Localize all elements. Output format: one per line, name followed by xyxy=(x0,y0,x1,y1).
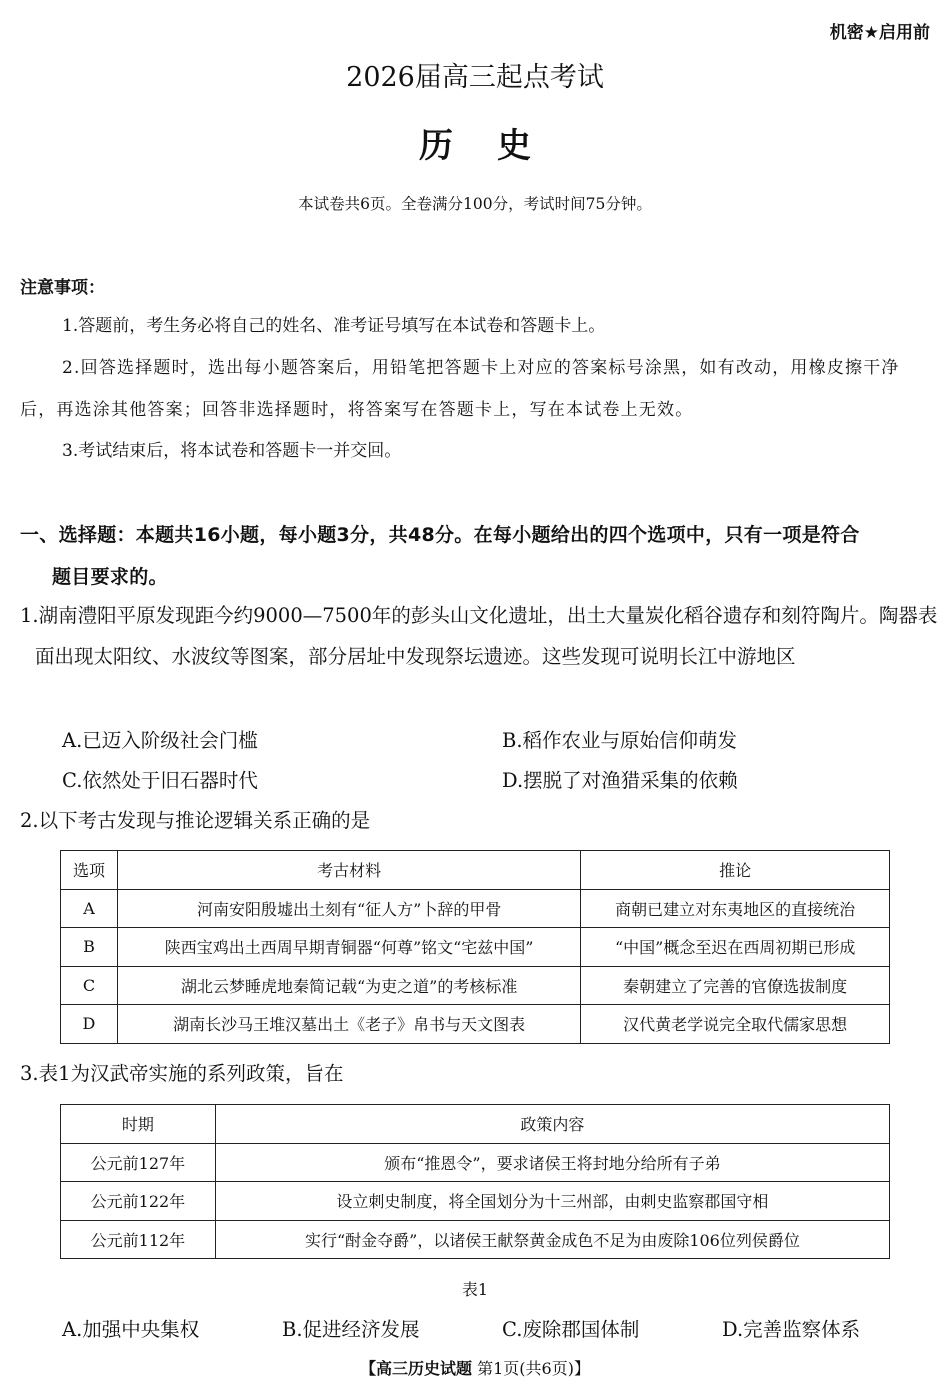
question-3-option-a[interactable]: A.加强中央集权 xyxy=(62,1318,200,1341)
table-cell: 陕西宝鸡出土西周早期青铜器“何尊”铭文“宅兹中国” xyxy=(117,928,580,967)
table-header-row xyxy=(61,1105,890,1144)
footer-page-number: 第1页(共6页)】 xyxy=(477,1359,590,1378)
question-1-option-d[interactable]: D.摆脱了对渔猎采集的依赖 xyxy=(502,769,738,792)
footer-label: 【高三历史试题 xyxy=(360,1359,473,1378)
note-item-1: 1.答题前，考生务必将自己的姓名、准考证号填写在本试卷和答题卡上。 xyxy=(62,316,606,336)
table-cell: D xyxy=(61,1005,118,1044)
table-cell: C xyxy=(61,966,118,1005)
section-heading xyxy=(20,514,932,598)
table-row xyxy=(61,928,890,967)
table-cell: 颁布“推恩令”，要求诸侯王将封地分给所有子弟 xyxy=(215,1143,889,1182)
table-cell: 公元前122年 xyxy=(61,1182,216,1221)
table-header-cell: 政策内容 xyxy=(215,1105,889,1144)
table-row xyxy=(61,889,890,928)
table-row xyxy=(61,1143,890,1182)
table-caption: 表1 xyxy=(461,1280,489,1299)
table-cell: 河南安阳殷墟出土刻有“征人方”卜辞的甲骨 xyxy=(117,889,580,928)
table-header-cell: 时期 xyxy=(61,1105,216,1144)
question-3-option-c[interactable]: C.废除郡国体制 xyxy=(502,1318,640,1341)
table-cell: 汉代黄老学说完全取代儒家思想 xyxy=(581,1005,890,1044)
question-3-table xyxy=(60,1104,890,1259)
table-cell: 秦朝建立了完善的官僚选拔制度 xyxy=(581,966,890,1005)
table-cell: 实行“酎金夺爵”，以诸侯王献祭黄金成色不足为由废除106位列侯爵位 xyxy=(215,1220,889,1259)
confidential-label: 机密★启用前 xyxy=(829,23,930,43)
table-cell: 设立刺史制度，将全国划分为十三州部，由刺史监察郡国守相 xyxy=(215,1182,889,1221)
table-header-cell: 考古材料 xyxy=(117,851,580,890)
table-row xyxy=(61,1182,890,1221)
question-1-option-c[interactable]: C.依然处于旧石器时代 xyxy=(62,769,258,792)
page-footer xyxy=(0,1356,950,1379)
table-row xyxy=(61,966,890,1005)
question-1-stem: 1.湖南澧阳平原发现距今约9000—7500年的彭头山文化遗址，出土大量炭化稻谷遗存和刻符陶片。陶器表面出现太阳纹、水波纹等图案，部分居址中发现祭坛遗迹。这些发现可说明长江中游地区 xyxy=(20,604,938,668)
question-2-stem: 2.以下考古发现与推论逻辑关系正确的是 xyxy=(20,809,371,832)
question-3-option-b[interactable]: B.促进经济发展 xyxy=(282,1318,420,1341)
question-2-table xyxy=(60,850,890,1044)
table-header-row xyxy=(61,851,890,890)
subject-title: 历史 xyxy=(419,126,575,166)
table-cell: A xyxy=(61,889,118,928)
note-item-2: 2.回答选择题时，选出每小题答案后，用铅笔把答题卡上对应的答案标号涂黑，如有改动，用橡皮擦干净后，再选涂其他答案；回答非选择题时，将答案写在答题卡上，写在本试卷上无效。 xyxy=(20,358,900,420)
table-cell: 公元前112年 xyxy=(61,1220,216,1259)
exam-info: 本试卷共6页。全卷满分100分，考试时间75分钟。 xyxy=(298,195,652,213)
table-header-cell: 推论 xyxy=(581,851,890,890)
question-1-option-b[interactable]: B.稻作农业与原始信仰萌发 xyxy=(502,729,738,752)
notes-heading: 注意事项： xyxy=(20,278,105,298)
table-cell: B xyxy=(61,928,118,967)
section-heading-line1: 一、选择题：本题共16小题，每小题3分，共48分。在每小题给出的四个选项中，只有一项是符合 xyxy=(20,524,860,546)
table-cell: 公元前127年 xyxy=(61,1143,216,1182)
table-cell: 湖北云梦睡虎地秦简记载“为吏之道”的考核标准 xyxy=(117,966,580,1005)
table-row xyxy=(61,1005,890,1044)
table-cell: 商朝已建立对东夷地区的直接统治 xyxy=(581,889,890,928)
table-header-cell: 选项 xyxy=(61,851,118,890)
section-heading-line2: 题目要求的。 xyxy=(52,566,168,588)
table-cell: 湖南长沙马王堆汉墓出土《老子》帛书与天文图表 xyxy=(117,1005,580,1044)
table-cell: “中国”概念至迟在西周初期已形成 xyxy=(581,928,890,967)
note-item-3: 3.考试结束后，将本试卷和答题卡一并交回。 xyxy=(62,441,402,461)
exam-title: 2026届高三起点考试 xyxy=(346,62,604,93)
question-1-option-a[interactable]: A.已迈入阶级社会门槛 xyxy=(62,729,258,752)
question-3-option-d[interactable]: D.完善监察体系 xyxy=(722,1318,861,1341)
question-3-stem: 3.表1为汉武帝实施的系列政策，旨在 xyxy=(20,1062,344,1085)
table-row xyxy=(61,1220,890,1259)
